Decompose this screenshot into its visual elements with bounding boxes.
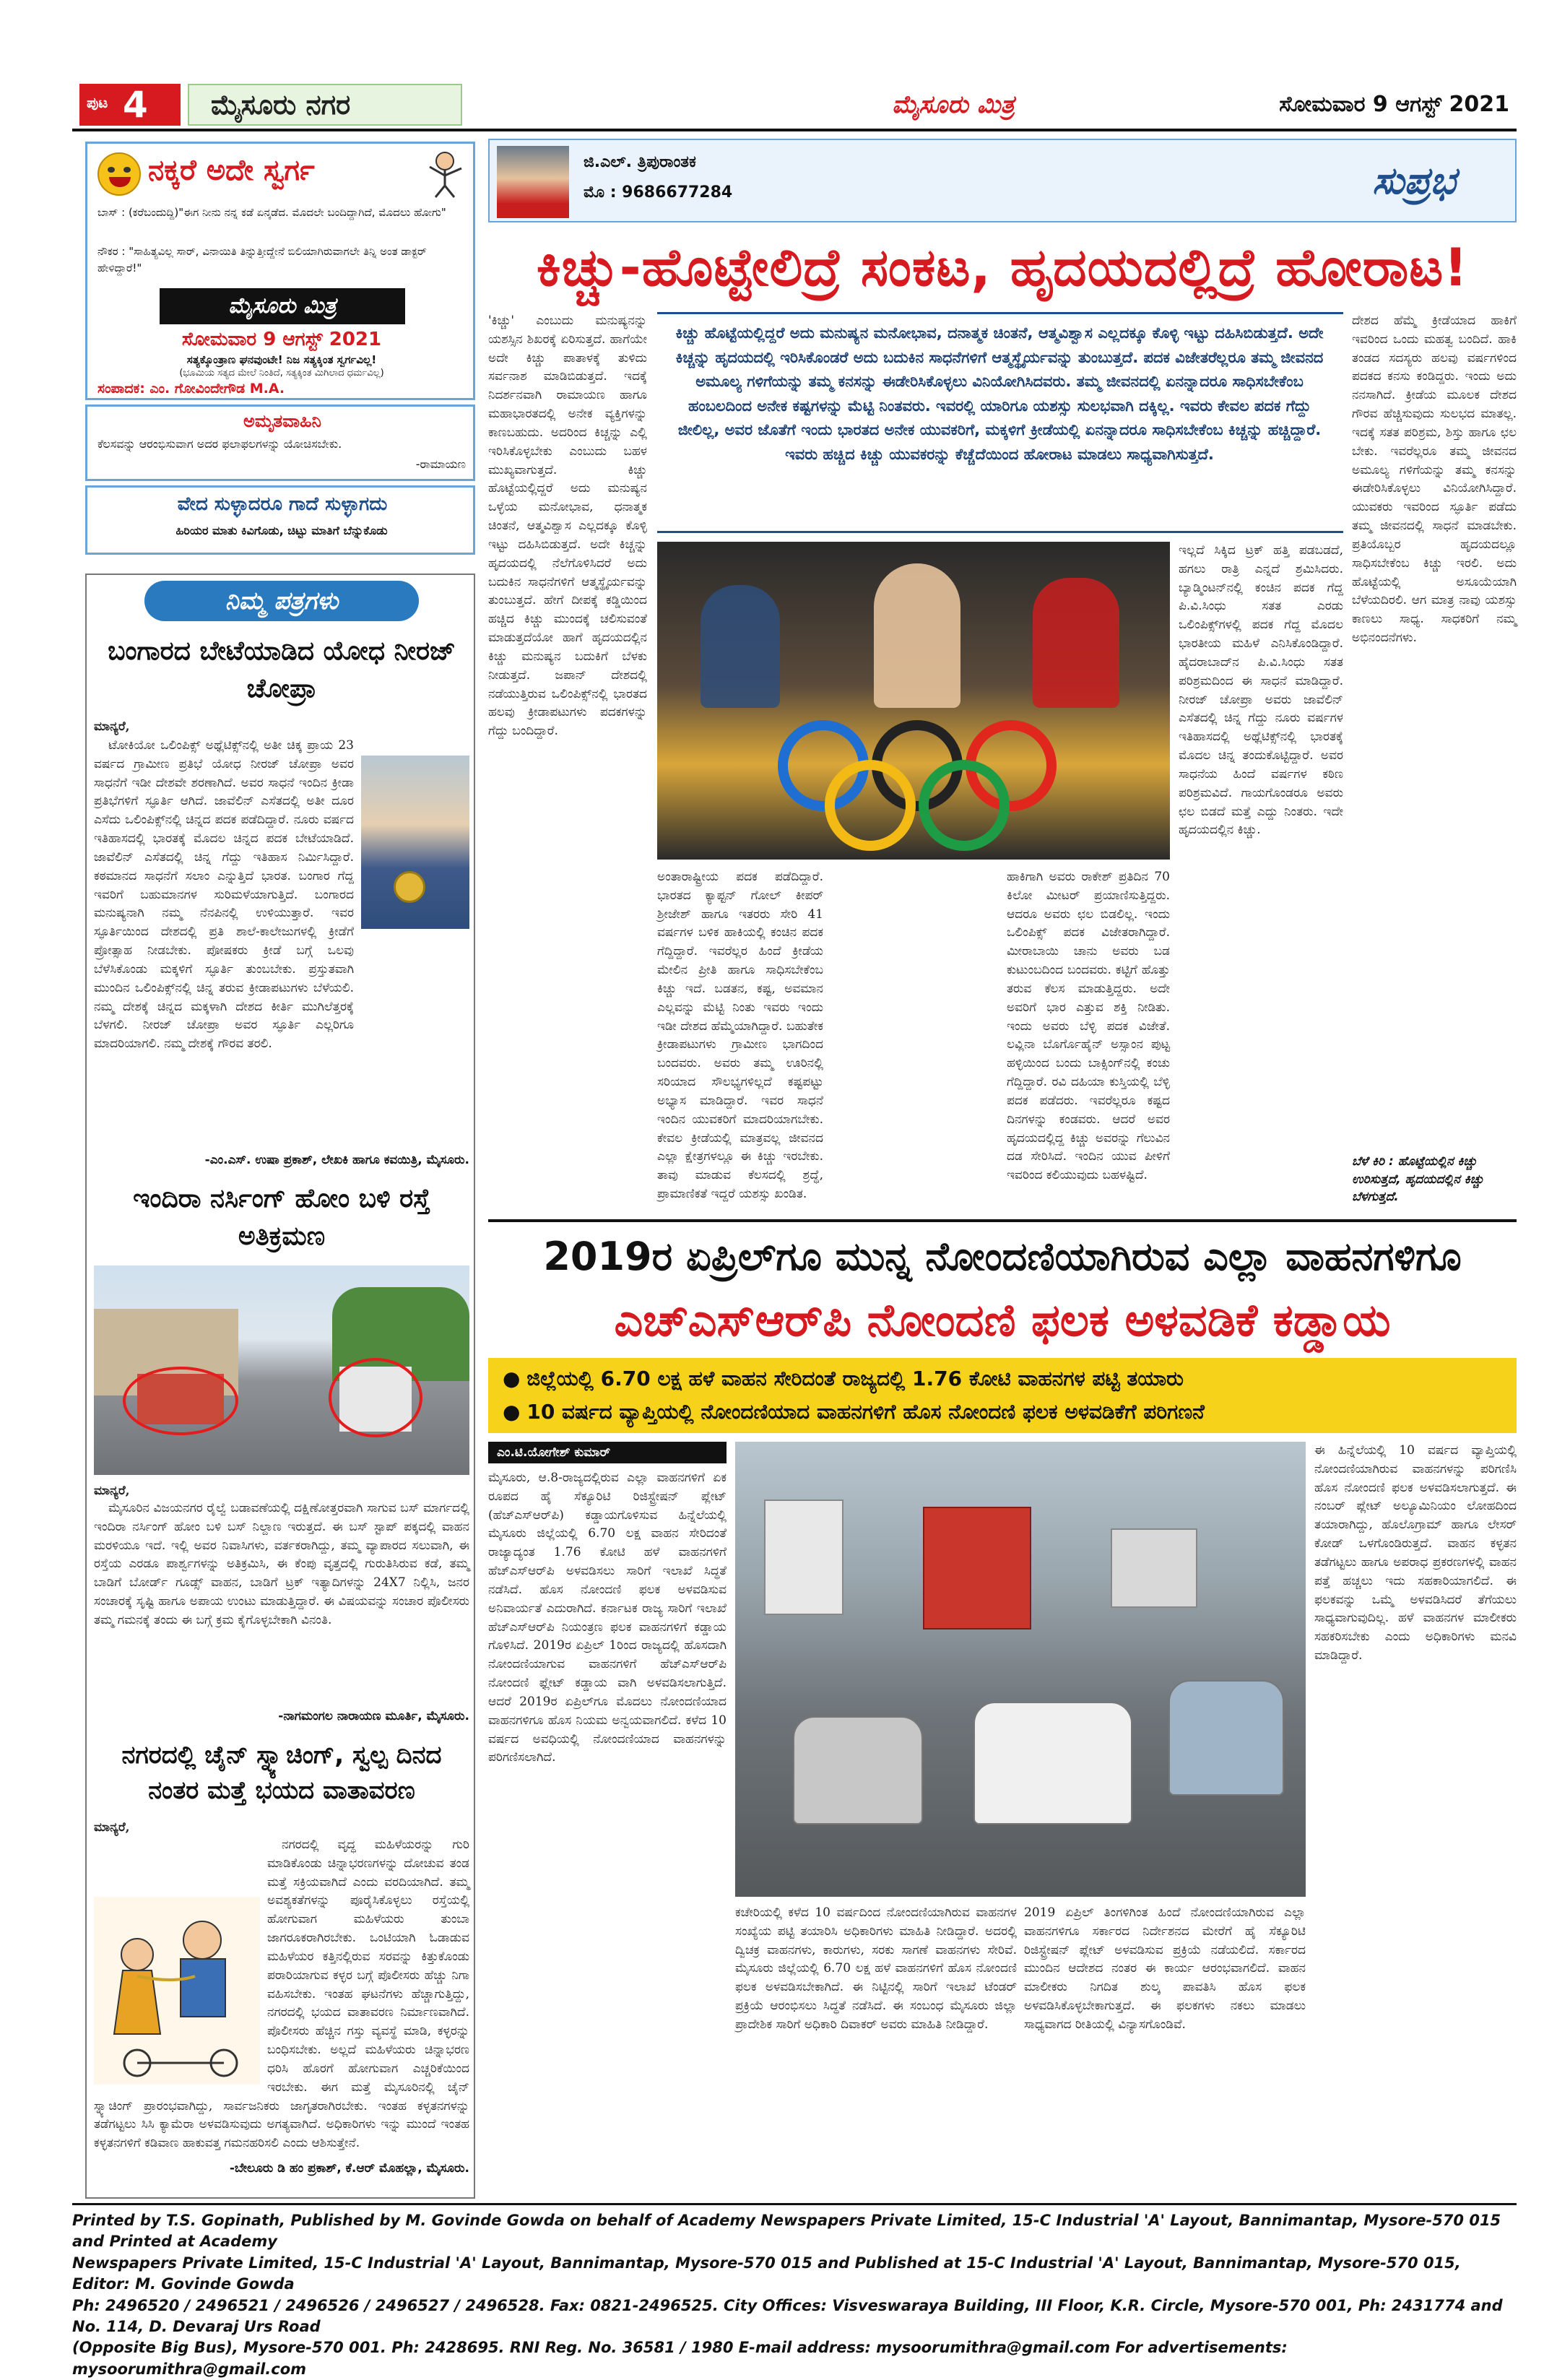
hsrp-headline-2: ಎಚ್‌ಎಸ್‌ಆರ್‌ಪಿ ನೋಂದಣಿ ಫಲಕ ಅಳವಡಿಕೆ ಕಡ್ಡಾಯ — [614, 1294, 1391, 1346]
letter-3-signature: -ಬೇಲೂರು ಡಿ ಹಂ ಪ್ರಕಾಶ್, ಕೆ.ಆರ್ ಮೊಹಲ್ಲಾ, ಮೈಸೂರು. — [229, 2161, 469, 2176]
suprabha-column-5: ದೇಶದ ಹೆಮ್ಮೆ ಕ್ರೀಡೆಯಾದ ಹಾಕಿಗೆ ಇವರಿಂದ ಒಂದು ಮಹತ್ವ ಬಂದಿದೆ. ಹಾಕಿ ತಂಡದ ಸದಸ್ಯರು ಹಲವು ವರ್ಷಗಳಿಂದ ಪದಕದ ಕನಸು ಕಂಡಿದ್ದರು. ಇಂದು ಅದು ನನಸಾಗಿದೆ. ಕ್ರೀಡೆಯ ಮೂಲಕ ದೇಶದ ಗೌರವ ಹೆಚ್ಚಿಸುವುದು ಸುಲಭದ ಮಾತಲ್ಲ. ಇದಕ್ಕೆ ಸತತ ಪರಿಶ್ರಮ, ಶಿಸ್ತು ಹಾಗೂ ಛಲ ಬೇಕು. ಇವರೆಲ್ಲರೂ ತಮ್ಮ ಜೀವನದ ಅಮೂಲ್ಯ ಗಳಿಗೆಯನ್ನು ತಮ್ಮ ಕನಸನ್ನು ಈಡೇರಿಸಿಕೊಳ್ಳಲು ವಿನಿಯೋಗಿಸಿದ್ದಾರೆ. ಯುವಕರು ಇವರಿಂದ ಸ್ಫೂರ್ತಿ ಪಡೆದು ತಮ್ಮ ಜೀವನದಲ್ಲಿ ಸಾಧನೆ ಮಾಡಬೇಕು. ಪ್ರತಿಯೊಬ್ಬರ ಹೃದಯದಲ್ಲೂ ಸಾಧಿಸಬೇಕೆಂಬ ಕಿಚ್ಚು ಇರಲಿ. ಅದು ಹೊಟ್ಟೆಯಲ್ಲಿ ಅಸೂಯೆಯಾಗಿ ಬೆಳೆಯದಿರಲಿ. ಆಗ ಮಾತ್ರ ನಾವು ಯಶಸ್ಸು ಕಾಣಲು ಸಾಧ್ಯ. ಸಾಧಕರಿಗೆ ನಮ್ಮ ಅಭಿನಂದನೆಗಳು. — [1352, 313, 1517, 646]
footer-line-3: Ph: 2496520 / 2496521 / 2496526 / 2496527 / 2496528. Fax: 0821-2496525. City Offices: Visveswaraya Building, III Floor, K.R. Circle, Mysore-570 001, Ph: 2431774 and No. 114, D. Devaraj Urs Road — [72, 2296, 1503, 2335]
section-name: ಮೈಸೂರು ನಗರ — [188, 84, 462, 126]
suprabha-intro-box — [657, 312, 1343, 533]
joke-box — [85, 142, 475, 400]
hsrp-bullet-2 — [503, 1397, 1506, 1427]
columnist-bar — [488, 139, 1517, 222]
hsrp-highlights-band — [488, 1358, 1517, 1433]
joke-title: ನಕ್ಕರೆ ಅದೇ ಸ್ವರ್ಗ — [148, 154, 315, 187]
joke-tagline: ಸತ್ಯಕ್ಕೊಂತ್ರಾಣ ಘನವುಂಟೇ! ನಿಜ ಸತ್ಯಕ್ಕಿಂತ ಸ್ವರ್ಗವಿಲ್ಲ! — [186, 353, 377, 366]
footer-line-1: Printed by T.S. Gopinath, Published by M. Govinde Gowda on behalf of Academy Newspapers Private Limited, 15-C Industrial 'A' Layout, Bannimantap, Mysore-570 015 and Printed at Academy — [72, 2212, 1501, 2251]
suprabha-article — [488, 139, 1517, 1212]
footer-line-4: (Opposite Big Bus), Mysore-570 001. Ph: 2428695. RNI Reg. No. 36581 / 1980 E-mail address: mysoorumithra@gmail.com For advertisements: mysoorumithra@gmail.com — [72, 2339, 1288, 2378]
letter-1-salutation: ಮಾನ್ಯರೆ, — [94, 719, 130, 734]
letter-1-body: ಟೋಕಿಯೋ ಒಲಿಂಪಿಕ್ಸ್ ಅಥ್ಲೆಟಿಕ್ಸ್‌ನಲ್ಲಿ ಅತೀ ಚಿಕ್ಕ ಪ್ರಾಯ 23 ವರ್ಷದ ಗ್ರಾಮೀಣ ಪ್ರತಿಭೆ ಯೋಧ ನೀರಜ್ ಚೋಪ್ರಾ ಅವರ ಸಾಧನೆಗೆ ಇಡೀ ದೇಶವೇ ಶರಣಾಗಿದೆ. ಅವರ ಸಾಧನೆ ಇಂದಿನ ಕ್ರೀಡಾ ಪ್ರತಿಭೆಗಳಿಗೆ ಸ್ಫೂರ್ತಿ ಆಗಿದೆ. ಜಾವೆಲಿನ್ ಎಸೆತದಲ್ಲಿ ಅತೀ ದೂರ ಎಸೆದು ಒಲಿಂಪಿಕ್ಸ್‌ನಲ್ಲಿ ಚಿನ್ನದ ಪದಕ ಪಡೆದಿದ್ದಾರೆ. ನೂರು ವರ್ಷದ ಇತಿಹಾಸದಲ್ಲಿ ಭಾರತಕ್ಕೆ ಮೊದಲ ಚಿನ್ನದ ಪದಕ ಬೇಟೆಯಾಡಿದೆ. ಜಾವೆಲಿನ್ ಎಸೆತದಲ್ಲಿ ಚಿನ್ನ ಗೆದ್ದು ಇತಿಹಾಸ ನಿರ್ಮಿಸಿದ್ದಾರೆ. ಕಠಮಾನದ ಸಾಧನೆಗೆ ಸಲಾಂ ಎನ್ನುತ್ತಿದೆ ಭಾರತ. ಬಂಗಾರ ಗೆದ್ದ ಇವರಿಗೆ ಬಹುಮಾನಗಳ ಸುರಿಮಳೆಯಾಗುತ್ತಿದೆ. ಬಂಗಾರದ ಮನುಷ್ಯನಾಗಿ ನಮ್ಮ ನೆನಪಿನಲ್ಲಿ ಉಳಿಯುತ್ತಾರೆ. ಇವರ ಸ್ಫೂರ್ತಿಯಿಂದ ದೇಶದಲ್ಲಿ ಪ್ರತಿ ಶಾಲೆ-ಕಾಲೇಜುಗಳಲ್ಲಿ ಕ್ರೀಡೆಗೆ ಪ್ರೋತ್ಸಾಹ ನೀಡಬೇಕು. ಪೋಷಕರು ಕ್ರೀಡೆ ಬಗ್ಗೆ ಒಲವು ಬೆಳೆಸಿಕೊಂಡು ಮಕ್ಕಳಿಗೆ ಸ್ಫೂರ್ತಿ ತುಂಬಬೇಕು. ಪ್ರಸ್ತುತವಾಗಿ ಮುಂದಿನ ಒಲಿಂಪಿಕ್ಸ್‌ನಲ್ಲಿ ಚಿನ್ನ ತರುವ ಕ್ರೀಡಾಪಟುಗಳು ಬೆಳೆಯಲಿ. ನಮ್ಮ ದೇಶಕ್ಕೆ ಚಿನ್ನದ ಮಕ್ಕಳಾಗಿ ದೇಶದ ಕೀರ್ತಿ ಮುಗಿಲೆತ್ತರಕ್ಕೆ ಬೆಳಗಲಿ. ನೀರಜ್ ಚೋಪ್ರಾ ಅವರ ಸ್ಫೂರ್ತಿ ಎಲ್ಲರಿಗೂ ಮಾದರಿಯಾಗಲಿ. ನಮ್ಮ ದೇಶಕ್ಕೆ ಗೌರವ ತರಲಿ. — [94, 738, 354, 1052]
cartoon-man-icon — [420, 148, 470, 199]
header-rule — [72, 129, 1517, 131]
blue-car-icon — [1168, 1680, 1284, 1796]
joke-date: ಸೋಮವಾರ 9 ಆಗಸ್ಟ್ 2021 — [181, 329, 382, 350]
letter-1-headline: ಬಂಗಾರದ ಬೇಟೆಯಾಡಿದ ಯೋಧ ನೀರಜ್ ಚೋಪ್ರಾ — [108, 636, 456, 704]
page-number: 4 — [123, 84, 148, 126]
suprabha-intro: ಕಿಚ್ಚು ಹೊಟ್ಟೆಯಲ್ಲಿದ್ದರೆ ಅದು ಮನುಷ್ಯನ ಮನೋಭಾವ, ದನಾತ್ಮಕ ಚಿಂತನೆ, ಆತ್ಮವಿಶ್ವಾಸ ಎಲ್ಲದಕ್ಕೂ ಕೊಳ್ಳಿ ಇಟ್ಟು ದಹಿಸಿಬಿಡುತ್ತದೆ. ಅದೇ ಕಿಚ್ಚನ್ನು ಹೃದಯದಲ್ಲಿ ಇರಿಸಿಕೊಂಡರೆ ಅದು ಬದುಕಿನ ಸಾಧನೆಗಳಿಗೆ ಆತ್ಮಸ್ಥೈರ್ಯವನ್ನು ತುಂಬುತ್ತದೆ. ಪದಕ ವಿಜೇತರೆಲ್ಲರೂ ತಮ್ಮ ಜೀವನದ ಅಮೂಲ್ಯ ಗಳಿಗೆಯನ್ನು ತಮ್ಮ ಕನಸನ್ನು ಈಡೇರಿಸಿಕೊಳ್ಳಲು ವಿನಿಯೋಗಿಸಿದವರು. ತಮ್ಮ ಜೀವನದಲ್ಲಿ ಏನನ್ನಾದರೂ ಸಾಧಿಸಬೇಕೆಂಬ ಹಂಬಲದಿಂದ ಅನೇಕ ಕಷ್ಟಗಳನ್ನು ಮೆಟ್ಟಿ ನಿಂತವರು. ಇವರಲ್ಲಿ ಯಾರಿಗೂ ಯಶಸ್ಸು ಸುಲಭವಾಗಿ ದಕ್ಕಿಲ್ಲ. ಇವರು ಕೇವಲ ಪದಕ ಗೆದ್ದು ಜೀಲಿಲ್ಲ, ಅವರ ಜೊತೆಗೆ ಇಂದು ಭಾರತದ ಅನೇಕ ಯುವಕರಿಗೆ, ಮಕ್ಕಳಿಗೆ ಕ್ರೀಡೆಯಲ್ಲಿ ಏನನ್ನಾದರೂ ಸಾಧಿಸಬೇಕೆಂಬ ಕಿಚ್ಚನ್ನು ಹಚ್ಚಿದ್ದಾರೆ. ಇವರು ಹಚ್ಚಿದ ಕಿಚ್ಚು ಯುವಕರನ್ನು ಕೆಚ್ಚೆದೆಯಿಂದ ಹೋರಾಟ ಮಾಡಲು ಸಾಧ್ಯವಾಗಿಸುತ್ತದೆ. — [675, 324, 1324, 463]
olympic-rings-icon — [766, 715, 1069, 845]
neeraj-chopra-photo — [361, 756, 469, 929]
joke-tagline-2: (ಭೂಮಿಯ ಸತ್ಯದ ಮೇಲೆ ನಿಂತಿದೆ, ಸತ್ಯಕ್ಕಿಂತ ಮಿಗಿಲಾದ ಧರ್ಮವಿಲ್ಲ) — [179, 368, 384, 378]
laughing-face-icon — [97, 152, 141, 196]
editor-name: ಸಂಪಾದಕ: ಎಂ. ಗೋವಿಂದೇಗೌಡ M.A. — [97, 381, 285, 397]
letters-section-title: ನಿಮ್ಮ ಪತ್ರಗಳು — [144, 581, 419, 621]
story-divider — [488, 1219, 1517, 1222]
tanker-truck-icon — [764, 1500, 843, 1615]
silver-car-icon — [793, 1716, 923, 1825]
letter-1-signature: -ಎಂ.ಎಸ್. ಉಷಾ ಪ್ರಕಾಶ್, ಲೇಖಕಿ ಹಾಗೂ ಕವಯಿತ್ರಿ, ಮೈಸೂರು. — [204, 1153, 469, 1167]
columnist-name: ಜಿ.ಎಲ್. ತ್ರಿಪುರಾಂತಕ — [584, 153, 696, 171]
red-circle-marker-icon — [329, 1358, 422, 1437]
road-encroachment-photo — [94, 1265, 469, 1475]
hsrp-bullet-1-text: ಜಿಲ್ಲೆಯಲ್ಲಿ 6.70 ಲಕ್ಷ ಹಳೆ ವಾಹನ ಸೇರಿದಂತೆ ರಾಜ್ಯದಲ್ಲಿ 1.76 ಕೋಟಿ ವಾಹನಗಳ ಪಟ್ಟಿ ತಯಾರು — [526, 1367, 1184, 1390]
letters-section — [85, 574, 475, 2199]
proverb-text: ಹಿರಿಯರ ಮಾತು ಕಿವಿಗೊಡು, ಚಿಟ್ಟು ಮಾತಿಗೆ ಬೆನ್ನುಕೊಡು — [175, 524, 388, 537]
hsrp-column-2: ಕಚೇರಿಯಲ್ಲಿ ಕಳೆದ 10 ವರ್ಷದಿಂದ ನೋಂದಣಿಯಾಗಿರುವ ವಾಹನಗಳ ಸಂಖ್ಯೆಯ ಪಟ್ಟಿ ತಯಾರಿಸಿ ಅಧಿಕಾರಿಗಳು ಮಾಹಿತಿ ನೀಡಿದ್ದಾರೆ. ಅದರಲ್ಲಿ ದ್ವಿಚಕ್ರ ವಾಹನಗಳು, ಕಾರುಗಳು, ಸರಕು ಸಾಗಣೆ ವಾಹನಗಳು ಸೇರಿವೆ. ಮೈಸೂರು ಜಿಲ್ಲೆಯಲ್ಲಿ 6.70 ಲಕ್ಷ ಹಳೆ ವಾಹನಗಳಿಗೆ ಹೊಸ ನೋಂದಣಿ ಫಲಕ ಅಳವಡಿಸಬೇಕಾಗಿದೆ. ಈ ನಿಟ್ಟಿನಲ್ಲಿ ಸಾರಿಗೆ ಇಲಾಖೆ ಟೆಂಡರ್ ಪ್ರಕ್ರಿಯೆ ಆರಂಭಿಸಲು ಸಿದ್ಧತೆ ನಡೆಸಿದೆ. ಈ ಸಂಬಂಧ ಮೈಸೂರು ಜಿಲ್ಲಾ ಪ್ರಾದೇಶಿಕ ಸಾರಿಗೆ ಅಧಿಕಾರಿ ದಿವಾಕರ್ ಅವರು ಮಾಹಿತಿ ನೀಡಿದ್ದಾರೆ. — [735, 1905, 1017, 2032]
letter-1-body-continued — [94, 933, 469, 946]
suprabha-column-3: ಹಾಕಿಗಾಗಿ ಅವರು ರಾಕೇಶ್ ಪ್ರತಿದಿನ 70 ಕಿಲೋ ಮೀಟರ್ ಪ್ರಯಾಣಿಸುತ್ತಿದ್ದರು. ಆದರೂ ಅವರು ಛಲ ಬಿಡಲಿಲ್ಲ. ಇಂದು ಒಲಿಂಪಿಕ್ಸ್ ಪದಕ ವಿಜೇತರಾಗಿದ್ದಾರೆ. ಮೀರಾಬಾಯಿ ಚಾನು ಅವರು ಬಡ ಕುಟುಂಬದಿಂದ ಬಂದವರು. ಕಟ್ಟಿಗೆ ಹೊತ್ತು ತರುವ ಕೆಲಸ ಮಾಡುತ್ತಿದ್ದರು. ಅದೇ ಅವರಿಗೆ ಭಾರ ಎತ್ತುವ ಶಕ್ತಿ ನೀಡಿತು. ಇಂದು ಅವರು ಬೆಳ್ಳಿ ಪದಕ ವಿಜೇತೆ. ಲವ್ಲಿನಾ ಬೊರ್ಗೊಹೈನ್ ಅಸ್ಸಾಂನ ಪುಟ್ಟ ಹಳ್ಳಿಯಿಂದ ಬಂದು ಬಾಕ್ಸಿಂಗ್‌ನಲ್ಲಿ ಕಂಚು ಗೆದ್ದಿದ್ದಾರೆ. ರವಿ ದಹಿಯಾ ಕುಸ್ತಿಯಲ್ಲಿ ಬೆಳ್ಳಿ ಪದಕ ಪಡೆದರು. ಇವರೆಲ್ಲರೂ ಕಷ್ಟದ ದಿನಗಳನ್ನು ಕಂಡವರು. ಆದರೆ ಅವರ ಹೃದಯದಲ್ಲಿದ್ದ ಕಿಚ್ಚು ಅವರನ್ನು ಗೆಲುವಿನ ದಡ ಸೇರಿಸಿದೆ. ಇಂದಿನ ಯುವ ಪೀಳಿಗೆ ಇವರಿಂದ ಕಲಿಯುವುದು ಬಹಳಷ್ಟಿದೆ. — [1007, 870, 1170, 1183]
letter-3-salutation: ಮಾನ್ಯರೆ, — [94, 1820, 130, 1835]
suprabha-column-4: ಇಲ್ಲದೆ ಸಿಕ್ಕಿದ ಟ್ರಕ್ ಹತ್ತಿ ಪಡಬಡದೆ, ಹಗಲು ರಾತ್ರಿ ಎನ್ನದೆ ಶ್ರಮಿಸಿದರು. ಬ್ಯಾಡ್ಮಿಂಟನ್‌ನಲ್ಲಿ ಕಂಚಿನ ಪದಕ ಗೆದ್ದ ಪಿ.ವಿ.ಸಿಂಧು ಸತತ ಎರಡು ಒಲಿಂಪಿಕ್ಸ್‌ಗಳಲ್ಲಿ ಪದಕ ಗೆದ್ದ ಮೊದಲ ಭಾರತೀಯ ಮಹಿಳೆ ಎನಿಸಿಕೊಂಡಿದ್ದಾರೆ. ಹೈದರಾಬಾದ್‌ನ ಪಿ.ವಿ.ಸಿಂಧು ಸತತ ಪರಿಶ್ರಮದಿಂದ ಈ ಸಾಧನೆ ಮಾಡಿದ್ದಾರೆ. ನೀರಜ್ ಚೋಪ್ರಾ ಅವರು ಜಾವೆಲಿನ್ ಎಸೆತದಲ್ಲಿ ಚಿನ್ನ ಗೆದ್ದು ನೂರು ವರ್ಷಗಳ ಇತಿಹಾಸದಲ್ಲಿ ಅಥ್ಲೆಟಿಕ್ಸ್‌ನಲ್ಲಿ ಭಾರತಕ್ಕೆ ಮೊದಲ ಚಿನ್ನ ತಂದುಕೊಟ್ಟಿದ್ದಾರೆ. ಅವರ ಸಾಧನೆಯ ಹಿಂದೆ ವರ್ಷಗಳ ಕಠಿಣ ಪರಿಶ್ರಮವಿದೆ. ಗಾಯಗೊಂಡರೂ ಅವರು ಛಲ ಬಿಡದೆ ಮತ್ತೆ ಎದ್ದು ನಿಂತರು. ಇದೇ ಹೃದಯದಲ್ಲಿನ ಕಿಚ್ಚು. — [1179, 543, 1343, 838]
bullet-icon: ● — [503, 1400, 521, 1424]
bus-icon — [1111, 1528, 1197, 1608]
proverb-box — [85, 485, 475, 555]
hsrp-column-3: 2019 ಏಪ್ರಿಲ್ ತಿಂಗಳಿಗಿಂತ ಹಿಂದೆ ನೋಂದಣಿಯಾಗಿರುವ ಎಲ್ಲಾ ವಾಹನಗಳಿಗೂ ಸರ್ಕಾರದ ನಿರ್ದೇಶನದ ಮೇರೆಗೆ ಹೈ ಸೆಕ್ಯೂರಿಟಿ ರಿಜಿಸ್ಟ್ರೇಷನ್ ಪ್ಲೇಟ್ ಅಳವಡಿಸುವ ಪ್ರಕ್ರಿಯೆ ನಡೆಯಲಿದೆ. ಸರ್ಕಾರದ ಮುಂದಿನ ಆದೇಶದ ನಂತರ ಈ ಕಾರ್ಯ ಆರಂಭವಾಗಲಿದೆ. ವಾಹನ ಮಾಲೀಕರು ನಿಗದಿತ ಶುಲ್ಕ ಪಾವತಿಸಿ ಹೊಸ ಫಲಕ ಅಳವಡಿಸಿಕೊಳ್ಳಬೇಕಾಗುತ್ತದೆ. ಈ ಫಲಕಗಳು ನಕಲು ಮಾಡಲು ಸಾಧ್ಯವಾಗದ ರೀತಿಯಲ್ಲಿ ವಿನ್ಯಾಸಗೊಂಡಿವೆ. — [1024, 1905, 1306, 2032]
joke-badge: ಮೈಸೂರು ಮಿತ್ರ — [160, 288, 405, 324]
letter-3-body-wrap — [94, 1836, 469, 2154]
letter-2-body: ಮೈಸೂರಿನ ವಿಜಯನಗರ ರೈಲ್ವೆ ಬಡಾವಣೆಯಲ್ಲಿ ದಕ್ಷಿಣೋತ್ತರವಾಗಿ ಸಾಗುವ ಬಸ್ ಮಾರ್ಗದಲ್ಲಿ ಇಂದಿರಾ ನರ್ಸಿಂಗ್ ಹೋಂ ಬಳಿ ಬಸ್ ನಿಲ್ದಾಣ ಇರುತ್ತದೆ. ಈ ಬಸ್ ಸ್ಟಾಪ್ ಪಕ್ಕದಲ್ಲಿ ವಾಹನ ಮರಳಿಯೂ ಇದೆ. ಇಲ್ಲಿ ಅವರ ನಿವಾಸಿಗಳು, ವರ್ತಕರಾಗಿದ್ದು, ತಮ್ಮ ವ್ಯಾಪಾರದ ಸಲುವಾಗಿ, ಈ ರಸ್ತೆಯ ಎರಡೂ ಪಾರ್ಶ್ವಗಳನ್ನು ಅತಿಕ್ರಮಿಸಿ, ಈ ಕೆಂಪು ವೃತ್ತದಲ್ಲಿ ಗುರುತಿಸಿರುವ ಕಡೆ, ತಮ್ಮ ಬಾಡಿಗೆ ಬೋರ್ಡ್ ಗೂಡ್ಸ್ ವಾಹನ, ಬಾಡಿಗೆ ಟ್ರಕ್ ಇತ್ಯಾದಿಗಳನ್ನು 24X7 ನಿಲ್ಲಿಸಿ, ಜನರ ಸಂಚಾರಕ್ಕೆ ಸೃಷ್ಟಿ ಹಾಗೂ ಅಪಾಯ ಉಂಟು ಮಾಡುತ್ತಿದ್ದಾರೆ. ಈ ವಿಷಯವನ್ನು ಸಂಚಾರ ಪೊಲೀಸರು ತಮ್ಮ ಗಮನಕ್ಕೆ ತಂದು ಈ ಬಗ್ಗೆ ಕ್ರಮ ಕೈಗೊಳ್ಳಬೇಕಾಗಿ ವಿನಂತಿ. — [94, 1501, 469, 1627]
letter-3-headline: ನಗರದಲ್ಲಿ ಚೈನ್ ಸ್ನ್ಯಾಚಿಂಗ್, ಸ್ವಲ್ಪ ದಿನದ ನಂತರ ಮತ್ತೆ ಭಯದ ವಾತಾವರಣ — [121, 1741, 442, 1806]
column-name: ಸುಪ್ರಭ — [1372, 160, 1456, 203]
suprabha-closing: ಬೆಳೆ ಕಿರಿ : ಹೊಟ್ಟೆಯಲ್ಲಿನ ಕಿಚ್ಚು ಉರಿಸುತ್ತದೆ, ಹೃದಯದಲ್ಲಿನ ಕಿಚ್ಚು ಬೆಳಗುತ್ತದೆ. — [1352, 1154, 1484, 1205]
columnist-photo — [497, 146, 569, 218]
letter-2-headline: ಇಂದಿರಾ ನರ್ಸಿಂಗ್ ಹೋಂ ಬಳಿ ರಸ್ತೆ ಅತಿಕ್ರಮಣ — [133, 1184, 430, 1252]
amrutha-source: -ರಾಮಾಯಣ — [415, 457, 466, 471]
amrutha-vahini-box — [85, 404, 475, 481]
suprabha-column-1: 'ಕಿಚ್ಚು' ಎಂಬುದು ಮನುಷ್ಯನನ್ನು ಯಶಸ್ಸಿನ ಶಿಖರಕ್ಕೆ ಏರಿಸುತ್ತದೆ. ಹಾಗೆಯೇ ಅದೇ ಕಿಚ್ಚು ಪಾತಾಳಕ್ಕೆ ತುಳಿದು ಸರ್ವನಾಶ ಮಾಡಿಬಿಡುತ್ತದೆ. ಇದಕ್ಕೆ ನಿದರ್ಶನವಾಗಿ ರಾಮಾಯಣ ಹಾಗೂ ಮಹಾಭಾರತದಲ್ಲಿ ಅನೇಕ ವ್ಯಕ್ತಿಗಳನ್ನು ಕಾಣಬಹುದು. ಅದರಿಂದ ಕಿಚ್ಚನ್ನು ಎಲ್ಲಿ ಇರಿಸಿಕೊಳ್ಳಬೇಕು ಎಂಬುದು ಬಹಳ ಮುಖ್ಯವಾಗುತ್ತದೆ. ಕಿಚ್ಚು ಹೊಟ್ಟೆಯಲ್ಲಿದ್ದರೆ ಅದು ಮನುಷ್ಯನ ಒಳ್ಳೆಯ ಮನೋಭಾವ, ಧನಾತ್ಮಕ ಚಿಂತನೆ, ಆತ್ಮವಿಶ್ವಾಸ ಎಲ್ಲದಕ್ಕೂ ಕೊಳ್ಳಿ ಇಟ್ಟು ದಹಿಸಿಬಿಡುತ್ತದೆ. ಅದೇ ಕಿಚ್ಚನ್ನು ಹೃದಯದಲ್ಲಿ ನೆಲೆಗೊಳಿಸಿದರೆ ಅದು ಬದುಕಿನ ಸಾಧನೆಗಳಿಗೆ ಆತ್ಮಸ್ಥೈರ್ಯವನ್ನು ತುಂಬುತ್ತದೆ. ಹೇಗೆ ದೀಪಕ್ಕೆ ಕಡ್ಡಿಯಿಂದ ಹಚ್ಚಿದ ಕಿಚ್ಚು ಮುಂದಕ್ಕೆ ಚಲಿಸುವಂತೆ ಮಾಡುತ್ತದೆಯೋ ಹಾಗೆ ಹೃದಯದಲ್ಲಿನ ಕಿಚ್ಚು ಮನುಷ್ಯನ ಬದುಕಿಗೆ ಬೆಳಕು ನೀಡುತ್ತದೆ. ಜಪಾನ್ ದೇಶದಲ್ಲಿ ನಡೆಯುತ್ತಿರುವ ಒಲಿಂಪಿಕ್ಸ್‌ನಲ್ಲಿ ಭಾರತದ ಹಲವು ಕ್ರೀಡಾಪಟುಗಳು ಪದಕಗಳನ್ನು ಗೆದ್ದು ಬಂದಿದ್ದಾರೆ. — [488, 313, 647, 739]
proverb-title: ವೇದ ಸುಳ್ಳಾದರೂ ಗಾದೆ ಸುಳ್ಳಾಗದು — [177, 493, 388, 515]
joke-line-1: ಬಾಸ್ : (ಕರೆಬಂದುದ್ದಿ)"ಈಗ ನೀನು ನನ್ನ ಕಡೆ ಏನ್ಕಡೆದ. ಮೊದಲೇ ಬಂದಿದ್ದಾಗಿದೆ, ಮೊದಲು ಹೋಗು" — [97, 206, 446, 219]
hsrp-column-1: ಮೈಸೂರು, ಆ.8-ರಾಜ್ಯದಲ್ಲಿರುವ ಎಲ್ಲಾ ವಾಹನಗಳಿಗೆ ಏಕ ರೂಪದ ಹೈ ಸೆಕ್ಯೂರಿಟಿ ರಿಜಿಸ್ಟ್ರೇಷನ್ ಪ್ಲೇಟ್ (ಹೆಚ್‌ಎಸ್‌ಆರ್‌ಪಿ) ಕಡ್ಡಾಯಗೊಳಿಸುವ ಹಿನ್ನೆಲೆಯಲ್ಲಿ ಮೈಸೂರು ಜಿಲ್ಲೆಯಲ್ಲಿ 6.70 ಲಕ್ಷ ವಾಹನ ಸೇರಿದಂತೆ ರಾಜ್ಯಾದ್ಯಂತ 1.76 ಕೋಟಿ ಹಳೆ ವಾಹನಗಳಿಗೆ ಹೆಚ್‌ಎಸ್‌ಆರ್‌ಪಿ ಅಳವಡಿಸಲು ಸಾರಿಗೆ ಇಲಾಖೆ ಸಿದ್ಧತೆ ನಡೆಸಿದೆ. ಹೊಸ ನೋಂದಣಿ ಫಲಕ ಅಳವಡಿಸುವ ಅನಿವಾರ್ಯತೆ ಎದುರಾಗಿದೆ. ಕರ್ನಾಟಕ ರಾಜ್ಯ ಸಾರಿಗೆ ಇಲಾಖೆ ಹೆಚ್‌ಎಸ್‌ಆರ್‌ಪಿ ನಿಯಂತ್ರಣ ಫಲಕ ವಾಹನಗಳಿಗೆ ಕಡ್ಡಾಯ ಗೊಳಿಸಿದೆ. 2019ರ ಏಪ್ರಿಲ್ 1ರಿಂದ ರಾಜ್ಯದಲ್ಲಿ ಹೊಸದಾಗಿ ನೋಂದಣಿಯಾಗುವ ವಾಹನಗಳಿಗೆ ಹೆಚ್‌ಎಸ್‌ಆರ್‌ಪಿ ನೋಂದಣಿ ಫ್ಲೇಟ್ ಕಡ್ಡಾಯ ವಾಗಿ ಅಳವಡಿಸಲಾಗುತ್ತಿದೆ. ಆದರೆ 2019ರ ಏಪ್ರಿಲ್‌ಗೂ ಮೊದಲು ನೋಂದಣಿಯಾದ ವಾಹನಗಳಿಗೂ ಹೊಸ ನಿಯಮ ಅನ್ವಯವಾಗಲಿದೆ. ಕಳೆದ 10 ವರ್ಷದ ಅವಧಿಯಲ್ಲಿ ನೋಂದಣಿಯಾದ ವಾಹನಗಳನ್ನು ಪರಿಗಣಿಸಲಾಗಿದೆ. — [488, 1471, 727, 1765]
red-circle-marker-icon — [123, 1367, 238, 1435]
page-number-badge — [79, 84, 181, 126]
hsrp-headline-1: 2019ರ ಏಪ್ರಿಲ್‌ಗೂ ಮುನ್ನ ನೋಂದಣಿಯಾಗಿರುವ ಎಲ್ಲಾ ವಾಹನಗಳಿಗೂ — [543, 1234, 1462, 1279]
hsrp-bullet-2-text: 10 ವರ್ಷದ ವ್ಯಾಪ್ತಿಯಲ್ಲಿ ನೋಂದಣಿಯಾದ ವಾಹನಗಳಿಗೆ ಹೊಸ ನೋಂದಣಿ ಫಲಕ ಅಳವಡಿಕೆಗೆ ಪರಿಗಣನೆ — [526, 1400, 1205, 1424]
letter-2-signature: -ನಾಗಮಂಗಲ ನಾರಾಯಣ ಮೂರ್ತಿ, ಮೈಸೂರು. — [278, 1709, 469, 1723]
hsrp-bullet-1 — [503, 1364, 1506, 1394]
page-label: ಪುಟ — [87, 94, 108, 111]
letter-1-body-top — [94, 737, 354, 1052]
header-date: ಸೋಮವಾರ 9 ಆಗಸ್ಟ್ 2021 — [1279, 92, 1509, 117]
white-car-icon — [973, 1702, 1132, 1825]
suprabha-headline: ಕಿಚ್ಚು-ಹೊಟ್ಟೇಲಿದ್ರೆ ಸಂಕಟ, ಹೃದಯದಲ್ಲಿದ್ರೆ ಹೋರಾಟ! — [536, 237, 1469, 298]
amrutha-title: ಅಮೃತವಾಹಿನಿ — [243, 411, 321, 431]
imprint-footer — [72, 2210, 1517, 2378]
hsrp-byline: ಎಂ.ಟಿ.ಯೋಗೇಶ್ ಕುಮಾರ್ — [488, 1442, 727, 1463]
red-truck-icon — [923, 1507, 1031, 1630]
masthead-logo: ಮೈಸೂರು ಮಿತ್ರ — [892, 90, 1015, 119]
suprabha-column-2: ಅಂತಾರಾಷ್ಟ್ರೀಯ ಪದಕ ಪಡೆದಿದ್ದಾರೆ. ಭಾರತದ ಕ್ಯಾಪ್ಟನ್ ಗೋಲ್ ಕೀಪರ್ ಶ್ರೀಜೇಶ್ ಹಾಗೂ ಇತರರು ಸೇರಿ 41 ವರ್ಷಗಳ ಬಳಿಕ ಹಾಕಿಯಲ್ಲಿ ಕಂಚಿನ ಪದಕ ಗೆದ್ದಿದ್ದಾರೆ. ಇವರೆಲ್ಲರ ಹಿಂದೆ ಕ್ರೀಡೆಯ ಮೇಲಿನ ಪ್ರೀತಿ ಹಾಗೂ ಸಾಧಿಸಬೇಕೆಂಬ ಕಿಚ್ಚು ಇದೆ. ಬಡತನ, ಕಷ್ಟ, ಅವಮಾನ ಎಲ್ಲವನ್ನು ಮೆಟ್ಟಿ ನಿಂತು ಇವರು ಇಂದು ಇಡೀ ದೇಶದ ಹೆಮ್ಮೆಯಾಗಿದ್ದಾರೆ. ಬಹುತೇಕ ಕ್ರೀಡಾಪಟುಗಳು ಗ್ರಾಮೀಣ ಭಾಗದಿಂದ ಬಂದವರು. ಅವರು ತಮ್ಮ ಊರಿನಲ್ಲಿ ಸರಿಯಾದ ಸೌಲಭ್ಯಗಳಿಲ್ಲದೆ ಕಷ್ಟಪಟ್ಟು ಅಭ್ಯಾಸ ಮಾಡಿದ್ದಾರೆ. ಇವರ ಸಾಧನೆ ಇಂದಿನ ಯುವಕರಿಗೆ ಮಾದರಿಯಾಗಬೇಕು. ಕೇವಲ ಕ್ರೀಡೆಯಲ್ಲಿ ಮಾತ್ರವಲ್ಲ ಜೀವನದ ಎಲ್ಲಾ ಕ್ಷೇತ್ರಗಳಲ್ಲೂ ಈ ಕಿಚ್ಚು ಇರಬೇಕು. ತಾವು ಮಾಡುವ ಕೆಲಸದಲ್ಲಿ ಶ್ರದ್ಧೆ, ಪ್ರಾಮಾಣಿಕತೆ ಇದ್ದರೆ ಯಶಸ್ಸು ಖಂಡಿತ. — [657, 870, 823, 1202]
columnist-phone: ಮೊ : 9686677284 — [584, 183, 733, 202]
traffic-vehicles-photo — [735, 1442, 1306, 1897]
bullet-icon: ● — [503, 1367, 521, 1390]
suprabha-column-4-top — [1179, 542, 1343, 860]
joke-line-2: ನೌಕರ : "ಸಾಹಿತ್ಯವಿಲ್ಲ ಸಾರ್, ವಿನಾಯಿತಿ ತಿನ್ನುತ್ತೀದ್ದೇನೆ ಬಿಲಿಯಾಗಿರುವಾಗಲೇ ತಿನ್ನಿ ಅಂತ ಡಾಕ್ಟರ್ ಹೇಳಿದ್ದಾರೆ!" — [97, 245, 427, 275]
gold-medal-icon — [394, 871, 425, 903]
amrutha-text: ಕೆಲಸವನ್ನು ಆರಂಭಿಸುವಾಗ ಅದರ ಫಲಾಫಲಗಳನ್ನು ಯೋಚಿಸಬೇಕು. — [97, 437, 342, 451]
olympic-athletes-collage — [657, 542, 1170, 860]
letter-2-salutation: ಮಾನ್ಯರೆ, — [94, 1484, 130, 1498]
letter-3-body: ನಗರದಲ್ಲಿ ವೃದ್ಧ ಮಹಿಳೆಯರನ್ನು ಗುರಿ ಮಾಡಿಕೊಂಡು ಚಿನ್ನಾಭರಣಗಳನ್ನು ದೋಚುವ ತಂಡ ಮತ್ತೆ ಸಕ್ರಿಯವಾಗಿದೆ ಎಂದು ವರದಿಯಾಗಿದೆ. ತಮ್ಮ ಅವಶ್ಯಕತೆಗಳನ್ನು ಪೂರೈಸಿಕೊಳ್ಳಲು ರಸ್ತೆಯಲ್ಲಿ ಹೋಗುವಾಗ ಮಹಿಳೆಯರು ತುಂಬಾ ಜಾಗರೂಕರಾಗಿರಬೇಕು. ಒಂಟಿಯಾಗಿ ಓಡಾಡುವ ಮಹಿಳೆಯರ ಕತ್ತಿನಲ್ಲಿರುವ ಸರವನ್ನು ಕಿತ್ತುಕೊಂಡು ಪರಾರಿಯಾಗುವ ಕಳ್ಳರ ಬಗ್ಗೆ ಪೊಲೀಸರು ಹೆಚ್ಚು ನಿಗಾ ವಹಿಸಬೇಕು. ಇಂತಹ ಘಟನೆಗಳು ಹೆಚ್ಚಾಗುತ್ತಿದ್ದು, ನಗರದಲ್ಲಿ ಭಯದ ವಾತಾವರಣ ನಿರ್ಮಾಣವಾಗಿದೆ. ಪೊಲೀಸರು ಹೆಚ್ಚಿನ ಗಸ್ತು ವ್ಯವಸ್ಥೆ ಮಾಡಿ, ಕಳ್ಳರನ್ನು ಬಂಧಿಸಬೇಕು. ಅಲ್ಲದೆ ಮಹಿಳೆಯರು ಚಿನ್ನಾಭರಣ ಧರಿಸಿ ಹೊರಗೆ ಹೋಗುವಾಗ ಎಚ್ಚರಿಕೆಯಿಂದ ಇರಬೇಕು. ಈಗ ಮತ್ತೆ ಮೈಸೂರಿನಲ್ಲಿ ಚೈನ್ ಸ್ನ್ಯಾಚಿಂಗ್ ಪ್ರಾರಂಭವಾಗಿದ್ದು, ಸಾರ್ವಜನಿಕರು ಜಾಗೃತರಾಗಿರಬೇಕು. ಇಂತಹ ಕಳ್ಳತನಗಳನ್ನು ತಡೆಗಟ್ಟಲು ಸಿಸಿ ಕ್ಯಾಮೆರಾ ಅಳವಡಿಸುವುದು ಅಗತ್ಯವಾಗಿದೆ. ಅಧಿಕಾರಿಗಳು ಇನ್ನು ಮುಂದೆ ಇಂತಹ ಕಳ್ಳತನಗಳಿಗೆ ಕಡಿವಾಣ ಹಾಕುವತ್ತ ಗಮನಹರಿಸಲಿ ಎಂದು ಆಶಿಸುತ್ತೇನೆ. — [94, 1838, 469, 2151]
hsrp-column-4: ಈ ಹಿನ್ನೆಲೆಯಲ್ಲಿ 10 ವರ್ಷದ ವ್ಯಾಪ್ತಿಯಲ್ಲಿ ನೋಂದಣಿಯಾಗಿರುವ ವಾಹನಗಳನ್ನು ಪರಿಗಣಿಸಿ ಹೊಸ ನೋಂದಣಿ ಫಲಕ ಅಳವಡಿಸಲಾಗುತ್ತದೆ. ಈ ನಂಬರ್ ಪ್ಲೇಟ್ ಅಲ್ಯೂಮಿನಿಯಂ ಲೋಹದಿಂದ ತಯಾರಾಗಿದ್ದು, ಹೊಲೊಗ್ರಾಮ್ ಹಾಗೂ ಲೇಸರ್ ಕೋಡ್ ಒಳಗೊಂಡಿರುತ್ತದೆ. ವಾಹನ ಕಳ್ಳತನ ತಡೆಗಟ್ಟಲು ಹಾಗೂ ಅಪರಾಧ ಪ್ರಕರಣಗಳಲ್ಲಿ ವಾಹನ ಪತ್ತೆ ಹಚ್ಚಲು ಇದು ಸಹಕಾರಿಯಾಗಲಿದೆ. ಈ ಫಲಕವನ್ನು ಒಮ್ಮೆ ಅಳವಡಿಸಿದರೆ ತೆಗೆಯಲು ಸಾಧ್ಯವಾಗುವುದಿಲ್ಲ. ಹಳೆ ವಾಹನಗಳ ಮಾಲೀಕರು ಸಹಕರಿಸಬೇಕು ಎಂದು ಅಧಿಕಾರಿಗಳು ಮನವಿ ಮಾಡಿದ್ದಾರೆ. — [1314, 1443, 1517, 1663]
footer-line-2: Newspapers Private Limited, 15-C Industrial 'A' Layout, Bannimantap, Mysore-570 015 and Published at 15-C Industrial 'A' Layout, Bannimantap, Mysore-570 015, Editor: M. Govinde Gowda — [72, 2254, 1461, 2293]
suprabha-column-2b — [832, 868, 998, 1212]
footer-rule — [72, 2203, 1517, 2205]
